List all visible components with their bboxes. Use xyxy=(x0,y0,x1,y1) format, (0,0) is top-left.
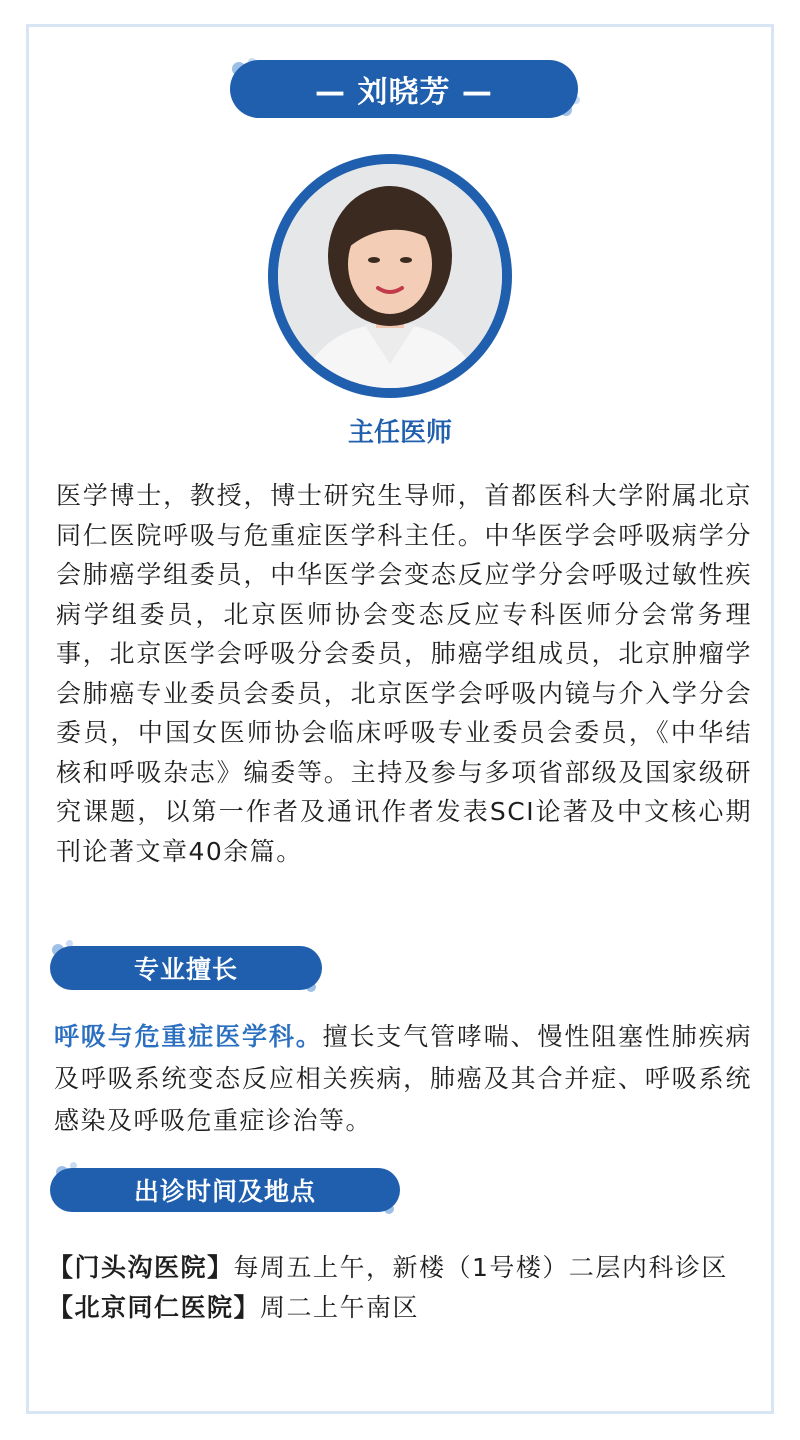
clinic-schedule xyxy=(48,1248,752,1328)
doctor-avatar xyxy=(268,154,512,398)
doctor-photo-icon xyxy=(278,164,502,388)
clinic-time: 周二上午南区 xyxy=(260,1293,420,1322)
doctor-name-banner: — 刘晓芳 — xyxy=(230,60,578,118)
clinic-location: 【门头沟医院】 xyxy=(48,1253,234,1282)
specialty-heading: 专业擅长 xyxy=(50,946,322,990)
clinic-entry xyxy=(48,1248,752,1288)
doctor-title: 主任医师 xyxy=(347,418,452,448)
specialty-text xyxy=(54,1016,752,1142)
specialty-description: 擅长支气管哮喘、慢性阻塞性肺疾病及呼吸系统变态反应相关疾病，肺癌及其合并症、呼吸系统感染及呼吸危重症诊治等。 xyxy=(54,1022,752,1135)
specialty-highlight: 呼吸与危重症医学科。 xyxy=(54,1022,323,1051)
clinic-time: 每周五上午，新楼（1号楼）二层内科诊区 xyxy=(233,1253,728,1282)
doctor-bio: 医学博士，教授，博士研究生导师，首都医科大学附属北京同仁医院呼吸与危重症医学科主任。中华医学会呼吸病学分会肺癌学组委员，中华医学会变态反应学分会呼吸过敏性疾病学组委员，北京医师协会变态反应专科医师分会常务理事，北京医学会呼吸分会委员，肺癌学组成员，北京肿瘤学会肺癌专业委员会委员，北京医学会呼吸内镜与介入学分会委员，中国女医师协会临床呼吸专业委员会委员，《中华结核和呼吸杂志》编委等。主持及参与多项省部级及国家级研究课题，以第一作者及通讯作者发表SCI论著及中文核心期刊论著文章40余篇。 xyxy=(56,481,752,866)
doctor-photo xyxy=(278,164,502,388)
clinic-location: 【北京同仁医院】 xyxy=(48,1293,261,1322)
clinic-entry xyxy=(48,1288,752,1328)
clinic-heading: 出诊时间及地点 xyxy=(50,1168,400,1212)
